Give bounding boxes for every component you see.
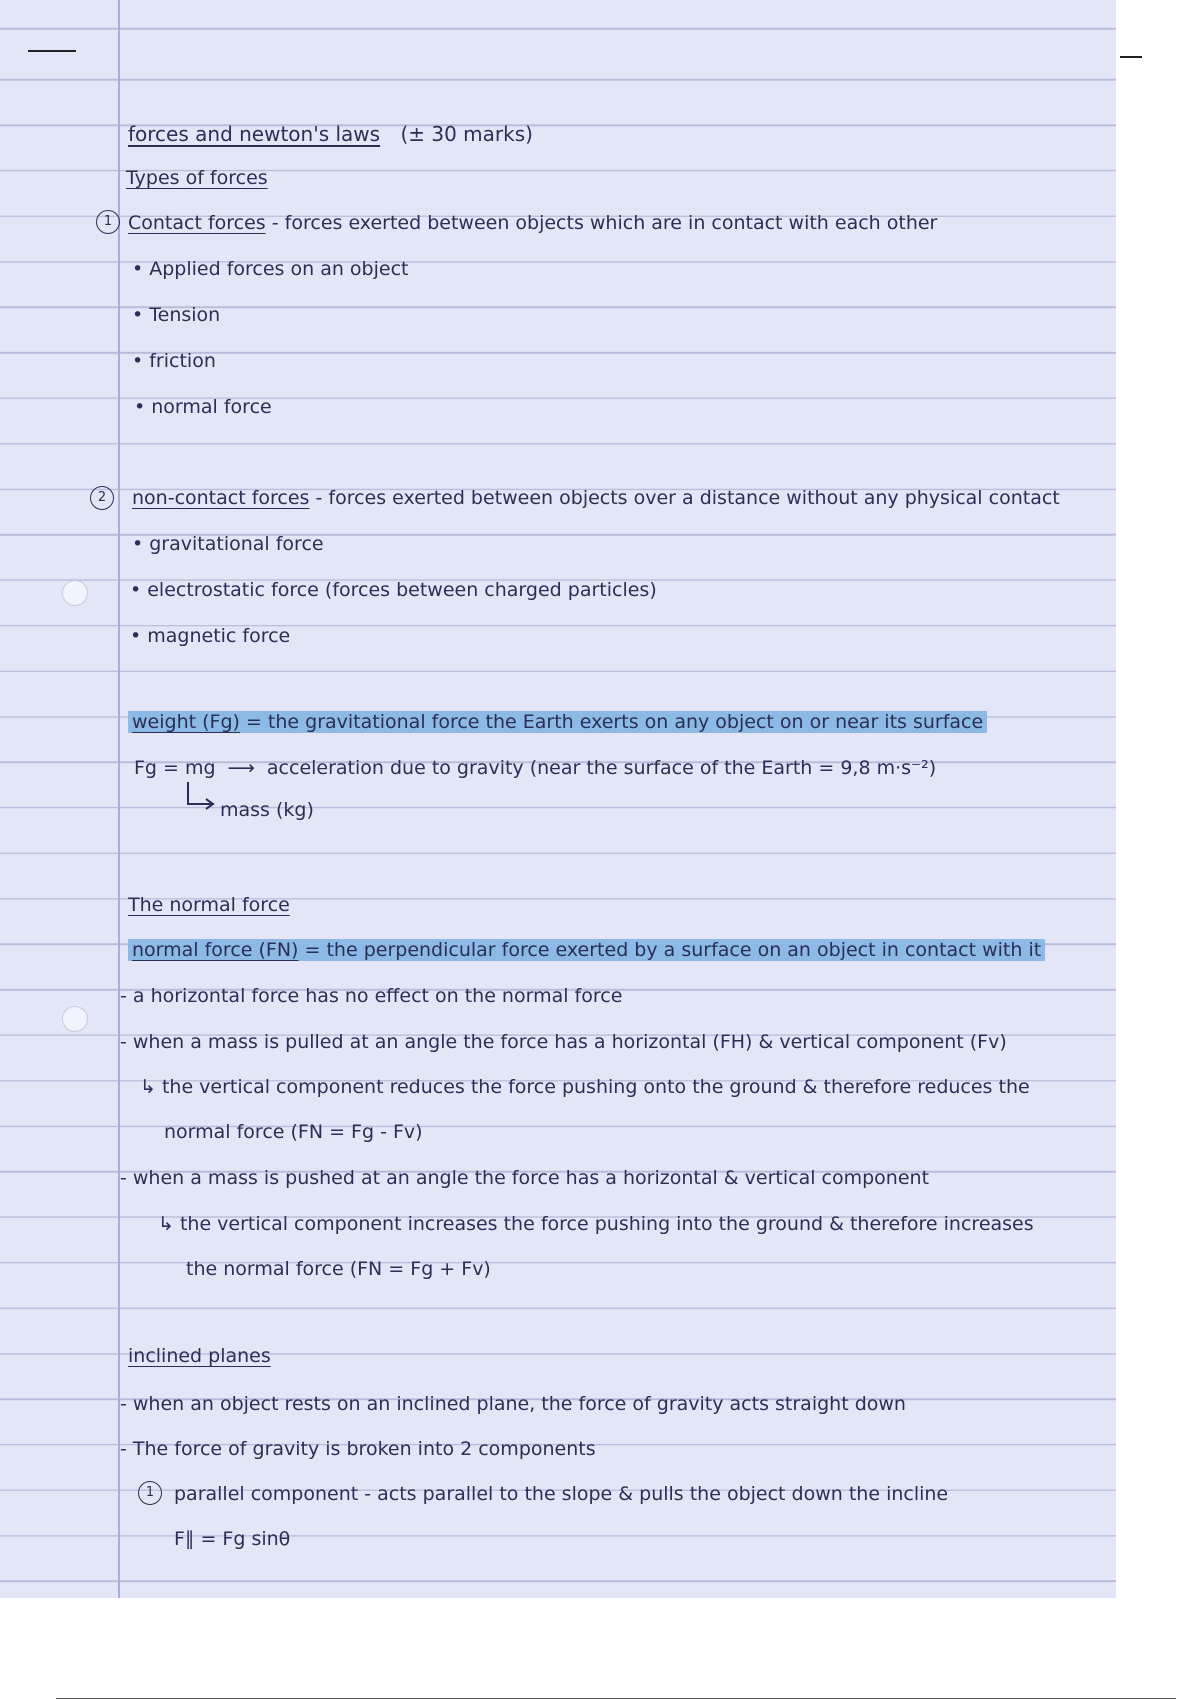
types-heading-text: Types of forces: [126, 167, 268, 189]
page-title: [128, 122, 533, 146]
punch-hole: [62, 1006, 88, 1032]
number-circle: 2: [90, 486, 114, 510]
weight-formula-line: [134, 756, 936, 780]
non-contact-definition-text: - forces exerted between objects over a distance without any physical contact: [315, 487, 1060, 509]
title-topic: forces and newton's laws: [128, 122, 381, 146]
acceleration-note: acceleration due to gravity (near the surface of the Earth = 9,8 m·s⁻²): [266, 757, 937, 779]
contact-definition-text: - forces exerted between objects which are in contact with each other: [271, 212, 938, 234]
inclined-heading: [128, 1344, 271, 1368]
normal-force-heading-text: The normal force: [128, 894, 290, 916]
list-item: • normal force: [134, 396, 272, 418]
mass-note: mass (kg): [220, 799, 314, 821]
number-circle: 1: [96, 210, 120, 234]
list-item: • magnetic force: [130, 625, 291, 647]
list-item: • gravitational force: [132, 533, 324, 555]
highlight: [128, 939, 1045, 961]
contact-term: Contact forces: [128, 212, 266, 234]
note-line: the normal force (FN = Fg + Fv): [186, 1258, 491, 1280]
weight-formula: Fg = mg: [134, 757, 216, 779]
page-edge-mark: [1120, 56, 1142, 58]
list-item: • friction: [132, 350, 216, 372]
note-line: ↳ the vertical component increases the force pushing into the ground & therefore increases: [158, 1213, 1034, 1235]
title-marks: (± 30 marks): [400, 122, 533, 146]
types-heading: [126, 166, 268, 190]
bottom-rule: [56, 1698, 1176, 1699]
note-line: - when a mass is pulled at an angle the force has a horizontal (FH) & vertical component (Fv): [120, 1031, 1007, 1053]
normal-force-definition: [128, 938, 1045, 962]
weight-definition-text: = the gravitational force the Earth exerts on any object on or near its surface: [245, 711, 984, 733]
normal-force-term: normal force (FN): [132, 939, 299, 961]
margin-line: [118, 0, 120, 1598]
note-line: - The force of gravity is broken into 2 components: [120, 1438, 596, 1460]
highlight: [128, 711, 987, 733]
punch-hole: [62, 580, 88, 606]
hook-arrow-icon: [186, 782, 216, 812]
non-contact-definition: [132, 486, 1060, 510]
list-item: • Applied forces on an object: [132, 258, 409, 280]
parallel-component: parallel component - acts parallel to the slope & pulls the object down the incline: [174, 1483, 949, 1505]
non-contact-term: non-contact forces: [132, 487, 310, 509]
number-circle: 1: [138, 1481, 162, 1505]
note-line: - when an object rests on an inclined plane, the force of gravity acts straight down: [120, 1393, 906, 1415]
note-line: - a horizontal force has no effect on the normal force: [120, 985, 623, 1007]
weight-definition: [128, 710, 987, 734]
note-line: normal force (FN = Fg - Fv): [164, 1121, 423, 1143]
list-item: • Tension: [132, 304, 221, 326]
normal-force-definition-text: = the perpendicular force exerted by a surface on an object in contact with it: [304, 939, 1042, 961]
contact-definition: [128, 211, 937, 235]
arrow-icon: ⟶: [227, 757, 255, 779]
list-item: • electrostatic force (forces between charged particles): [130, 579, 657, 601]
weight-term: weight (Fg): [132, 711, 240, 733]
parallel-formula: F∥ = Fg sinθ: [174, 1528, 291, 1550]
normal-force-heading: [128, 893, 290, 917]
inclined-heading-text: inclined planes: [128, 1345, 271, 1367]
page-edge-mark: [28, 50, 76, 52]
note-line: ↳ the vertical component reduces the force pushing onto the ground & therefore reduces the: [140, 1076, 1030, 1098]
note-line: - when a mass is pushed at an angle the force has a horizontal & vertical component: [120, 1167, 930, 1189]
